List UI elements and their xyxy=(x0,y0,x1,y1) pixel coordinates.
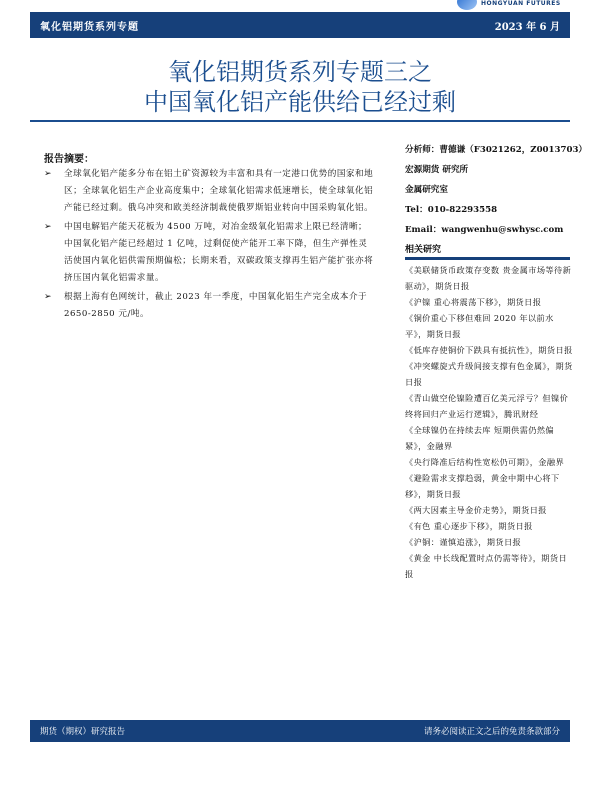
related-heading xyxy=(405,242,570,258)
check-arrow-icon: ➢ xyxy=(44,169,53,179)
email[interactable]: Email：wangwenhu@swhysc.com xyxy=(405,225,564,235)
author-block xyxy=(405,140,588,240)
list-item[interactable]: 《青山做空伦镍险遭百亿美元浮亏？但镍价终将回归产业运行逻辑》，腾讯财经 xyxy=(405,393,569,419)
abstract-heading: 报告摘要： xyxy=(44,154,94,165)
analyst-name: 分析师：曹德谦（F3021262，Z0013703） xyxy=(405,145,588,155)
list-item[interactable]: 《有色 重心逐步下移》，期货日报 xyxy=(405,521,533,531)
series-name: 氧化铝期货系列专题 xyxy=(40,22,139,33)
list-item xyxy=(44,289,374,323)
footer-right: 请务必阅读正文之后的免责条款部分 xyxy=(423,727,560,737)
title-divider xyxy=(30,120,570,122)
list-item[interactable]: 《央行降准后结构性宽松仍可期》，金融界 xyxy=(405,457,565,467)
check-arrow-icon: ➢ xyxy=(44,292,53,302)
list-item[interactable]: 《沪镍 重心将震荡下移》，期货日报 xyxy=(405,297,542,307)
related-list xyxy=(405,262,575,582)
org-name: 宏源期货 研究所 xyxy=(405,165,469,175)
list-item[interactable]: 《铜价重心下移但难回 2020 年以前水平》，期货日报 xyxy=(405,313,554,339)
logo-text: HONGYUAN FUTURES xyxy=(481,0,561,7)
logo-swirl-icon xyxy=(457,0,477,10)
list-item xyxy=(44,219,374,287)
list-item[interactable]: 《全球镍仍在持续去库 短期供需仍然偏紧》，金融界 xyxy=(405,425,554,451)
tel: Tel：010-82293558 xyxy=(405,205,498,215)
abstract-text: 全球氧化铝产能多分布在铝土矿资源较为丰富和具有一定港口优势的国家和地区；全球氧化铝生产企业高度集中；全球氧化铝需求低速增长，使全球氧化铝产能已经过剩。俄乌冲突和欧美经济制裁使俄罗斯铝业转向中国采购氧化铝。 xyxy=(64,169,374,213)
report-date: 2023 年 6 月 xyxy=(494,22,560,33)
list-item[interactable]: 《美联储货币政策存变数 贵金属市场等待新驱动》，期货日报 xyxy=(405,265,572,291)
list-item[interactable]: 《避险需求支撑趋弱，黄金中期中心将下移》，期货日报 xyxy=(405,473,560,499)
list-item xyxy=(44,166,374,217)
list-item[interactable]: 《冲突螺旋式升级间接支撑有色金属》，期货日报 xyxy=(405,361,573,387)
company-logo xyxy=(455,0,565,12)
page-title-line2: 中国氧化铝产能供给已经过剩 xyxy=(144,88,456,116)
dept-name: 金属研究室 xyxy=(405,185,448,195)
footer-bar xyxy=(30,720,570,742)
related-divider xyxy=(405,258,570,260)
check-arrow-icon: ➢ xyxy=(44,222,53,232)
related-heading-text: 相关研究 xyxy=(405,245,442,255)
abstract-text: 中国电解铝产能天花板为 4500 万吨，对冶金级氧化铝需求上限已经清晰；中国氧化铝产能已经超过 1 亿吨，过剩促使产能开工率下降，但生产弹性灵活使国内氧化铝供需预期偏松；长期来看，双碳政策支撑再生铝产能扩张亦将挤压国内氧化铝需求量。 xyxy=(64,222,374,283)
abstract-text: 根据上海有色网统计，截止 2023 年一季度，中国氧化铝生产完全成本介于 2650-2850 元/吨。 xyxy=(64,292,368,319)
list-item[interactable]: 《沪铜：谨慎追涨》，期货日报 xyxy=(405,537,522,547)
abstract-list xyxy=(44,166,374,325)
header-bar xyxy=(30,12,570,38)
footer-left: 期货（期权）研究报告 xyxy=(40,727,126,737)
list-item[interactable]: 《黄金 中长线配置时点仍需等待》，期货日报 xyxy=(405,553,568,579)
list-item[interactable]: 《低库存使铜价下跌具有抵抗性》，期货日报 xyxy=(405,345,573,355)
page-title-line1: 氧化铝期货系列专题三之 xyxy=(168,58,432,86)
list-item[interactable]: 《两大因素主导金价走势》，期货日报 xyxy=(405,505,547,515)
